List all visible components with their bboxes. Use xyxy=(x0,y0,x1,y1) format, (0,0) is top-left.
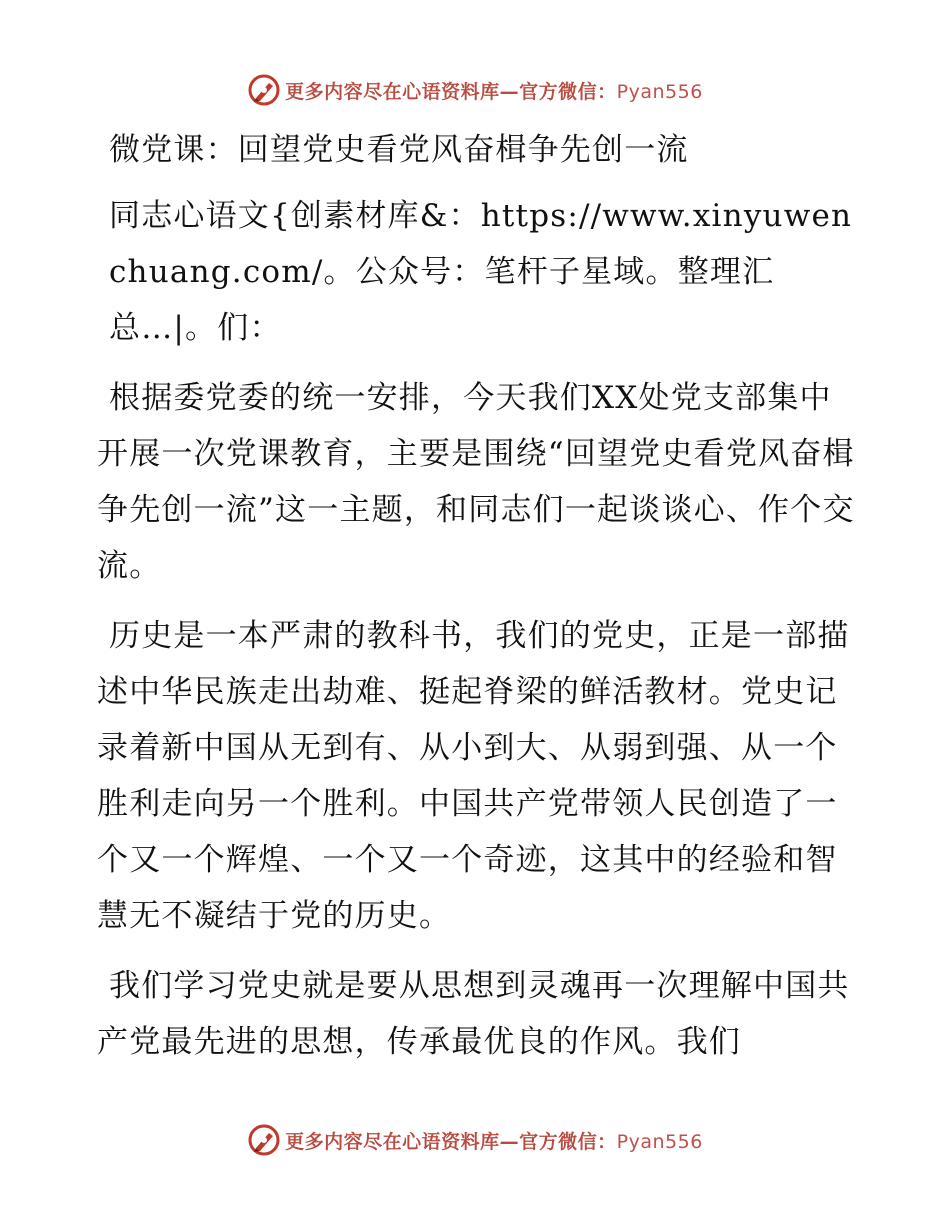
header-watermark-text xyxy=(285,77,703,104)
footer-watermark-text xyxy=(285,1127,703,1154)
paragraph-2: 历史是一本严肃的教科书，我们的党史，正是一部描述中华民族走出劫难、挺起脊梁的鲜活教材。党史记录着新中国从无到有、从小到大、从弱到强、从一个胜利走向另一个胜利。中国共产党带领人民创造了一个又一个辉煌、一个又一个奇迹，这其中的经验和智慧无不凝结于党的历史。 xyxy=(97,618,850,934)
pen-logo-icon xyxy=(247,1123,281,1157)
paragraph-3: 我们学习党史就是要从思想到灵魂再一次理解中国共产党最先进的思想，传承最优良的作风。我们 xyxy=(97,968,850,1060)
header-watermark-slogan: 更多内容尽在心语资料库—官方微信： xyxy=(285,80,617,103)
footer-watermark-handle: Pyan556 xyxy=(616,1130,703,1153)
document-intro: 同志心语文{创素材库&：https://www.xinyuwenchuang.com/。公众号：笔杆子星域。整理汇总…|。们： xyxy=(109,198,853,346)
footer-watermark-banner xyxy=(0,1120,950,1160)
paragraph-1: 根据委党委的统一安排，今天我们XX处党支部集中开展一次党课教育，主要是围绕“回望党史看党风奋楫争先创一流”这一主题，和同志们一起谈谈心、作个交流。 xyxy=(97,380,855,584)
document-title: 微党课：回望党史看党风奋楫争先创一流 xyxy=(109,132,689,168)
footer-watermark-slogan: 更多内容尽在心语资料库—官方微信： xyxy=(285,1130,617,1153)
header-watermark-banner xyxy=(0,70,950,110)
pen-logo-icon xyxy=(247,73,281,107)
header-watermark-handle: Pyan556 xyxy=(616,80,703,103)
document-body xyxy=(97,122,857,1084)
